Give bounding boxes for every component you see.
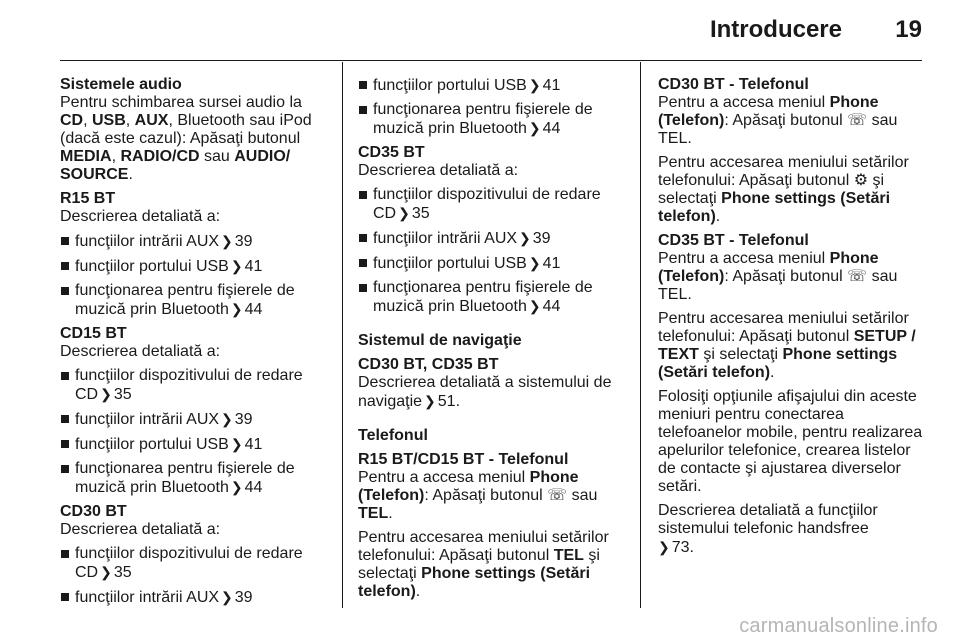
column-1	[60, 76, 322, 612]
phone-button-icon: ☏	[847, 112, 868, 129]
page-reference-link[interactable]: 44	[542, 298, 561, 315]
list-item: funcţiilor portului USB ❯ 41	[358, 76, 622, 95]
paragraph: Descrierea detaliată a:	[60, 521, 221, 538]
list-item: funcţiilor portului USB ❯ 41	[358, 254, 622, 273]
section-cd35bt	[358, 144, 622, 316]
page-header	[60, 0, 922, 61]
page-reference-link[interactable]: 35	[113, 386, 132, 403]
section-telephone	[358, 427, 622, 601]
page-reference-link[interactable]: 35	[113, 564, 132, 581]
page-reference-link[interactable]: 35	[411, 205, 430, 222]
page-reference-arrow-icon[interactable]: ❯	[424, 393, 436, 409]
list-item: funcţiilor portului USB ❯ 41	[60, 435, 322, 454]
page-reference-link[interactable]: 41	[244, 258, 263, 275]
bullet-list	[60, 367, 322, 497]
section-navigation	[358, 332, 622, 411]
page-title: Introducere	[709, 16, 842, 43]
list-item: funcţionarea pentru fişierele de muzică prin Bluetooth ❯ 44	[60, 282, 322, 319]
paragraph: Descrierea detaliată a:	[60, 343, 221, 360]
section-audio-systems	[60, 76, 322, 184]
page-reference-arrow-icon[interactable]: ❯	[230, 258, 243, 274]
list-item: funcţionarea pentru fişierele de muzică prin Bluetooth ❯ 44	[358, 279, 622, 316]
page-reference-link[interactable]: 39	[532, 230, 551, 247]
list-item: funcţiilor intrării AUX ❯ 39	[60, 410, 322, 429]
list-item: funcţiilor intrării AUX ❯ 39	[60, 232, 322, 251]
page-reference-link[interactable]: 41	[542, 77, 561, 94]
section-heading: CD30 BT - Telefonul	[658, 76, 809, 93]
page-reference-link[interactable]: 73	[671, 539, 690, 556]
list-item: funcţiilor portului USB ❯ 41	[60, 257, 322, 276]
paragraph: Pentru schimbarea sursei audio la CD, USB, AUX, Bluetooth sau iPod (dacă este cazul): Apăsaţi butonul MEDIA, RADIO/CD sau AUDIO/ SOURCE.	[60, 94, 312, 183]
bullet-list	[60, 232, 322, 319]
page-reference-arrow-icon[interactable]: ❯	[398, 205, 410, 221]
section-heading: Sistemele audio	[60, 76, 182, 93]
page-reference-arrow-icon[interactable]: ❯	[528, 298, 541, 314]
paragraph: Descrierea detaliată a sistemului de navigaţie ❯ 51.	[358, 374, 612, 410]
column-divider	[342, 62, 343, 608]
section-cd30bt-telefonul	[658, 76, 926, 226]
section-heading: CD15 BT	[60, 325, 127, 342]
page-reference-arrow-icon[interactable]: ❯	[658, 539, 670, 555]
paragraph: Descrierea detaliată a:	[358, 162, 519, 179]
page-reference-arrow-icon[interactable]: ❯	[230, 436, 243, 452]
list-item: funcţiilor dispozitivului de redare CD ❯ 35	[358, 186, 622, 223]
page-reference-arrow-icon[interactable]: ❯	[230, 479, 243, 495]
page-reference-arrow-icon[interactable]: ❯	[221, 411, 233, 427]
page-number: 19	[895, 16, 922, 43]
page-reference-arrow-icon[interactable]: ❯	[519, 230, 531, 246]
section-heading: CD30 BT	[60, 503, 127, 520]
paragraph: Descrierea detaliată a:	[60, 208, 221, 225]
phone-button-icon: ☏	[547, 487, 568, 504]
paragraph: Pentru a accesa meniul Phone (Telefon): Apăsaţi butonul ☏ sau TEL.	[658, 250, 898, 303]
paragraph: Pentru accesarea meniului setărilor telefonului: Apăsaţi butonul TEL şi selectaţi Phone settings (Setări telefon).	[358, 529, 609, 600]
page-reference-arrow-icon[interactable]: ❯	[230, 301, 243, 317]
column-3	[658, 76, 926, 612]
list-item: funcţiilor intrării AUX ❯ 39	[358, 229, 622, 248]
list-item: funcţionarea pentru fişierele de muzică prin Bluetooth ❯ 44	[358, 101, 622, 138]
page-reference-link[interactable]: 39	[234, 589, 253, 606]
paragraph: Descrierea detaliată a funcţiilor sistemului telefonic handsfree ❯ 73.	[658, 502, 878, 556]
section-r15bt	[60, 190, 322, 319]
page-reference-link[interactable]: 44	[244, 479, 263, 496]
subsection-heading: CD30 BT, CD35 BT	[358, 356, 499, 373]
paragraph: Pentru a accesa meniul Phone (Telefon): Apăsaţi butonul ☏ sau TEL.	[358, 469, 598, 522]
section-heading: Telefonul	[358, 427, 428, 444]
bullet-list	[358, 186, 622, 316]
page-reference-link[interactable]: 51	[437, 393, 456, 410]
list-item: funcţiilor dispozitivului de redare CD ❯ 35	[60, 367, 322, 404]
section-cd15bt	[60, 325, 322, 497]
paragraph: Pentru accesarea meniului setărilor telefonului: Apăsaţi butonul ⚙ şi selectaţi Phone settings (Setări telefon).	[658, 154, 909, 225]
section-cd35bt-telefonul	[658, 232, 926, 557]
page-reference-link[interactable]: 41	[542, 255, 561, 272]
page-reference-link[interactable]: 39	[234, 411, 253, 428]
page-reference-arrow-icon[interactable]: ❯	[528, 77, 541, 93]
column-2	[358, 76, 622, 612]
settings-button-icon: ⚙	[853, 172, 869, 189]
column-divider	[640, 62, 641, 608]
watermark: carmanualsonline.info	[739, 615, 938, 637]
page-reference-arrow-icon[interactable]: ❯	[100, 386, 112, 402]
phone-button-icon: ☏	[847, 268, 868, 285]
page-reference-arrow-icon[interactable]: ❯	[528, 255, 541, 271]
section-cd30bt	[60, 503, 322, 607]
list-item: funcţiilor dispozitivului de redare CD ❯ 35	[60, 545, 322, 582]
page-reference-arrow-icon[interactable]: ❯	[221, 589, 233, 605]
page-reference-arrow-icon[interactable]: ❯	[528, 120, 541, 136]
page-reference-arrow-icon[interactable]: ❯	[100, 564, 112, 580]
list-item: funcţionarea pentru fişierele de muzică prin Bluetooth ❯ 44	[60, 460, 322, 497]
section-heading: CD35 BT - Telefonul	[658, 232, 809, 249]
section-heading: Sistemul de navigaţie	[358, 332, 522, 349]
section-heading: CD35 BT	[358, 144, 425, 161]
page-reference-link[interactable]: 44	[244, 301, 263, 318]
page-reference-arrow-icon[interactable]: ❯	[221, 233, 233, 249]
bullet-list	[358, 76, 622, 138]
paragraph: Pentru accesarea meniului setărilor telefonului: Apăsaţi butonul SETUP / TEXT şi selectaţi Phone settings (Setări telefon).	[658, 310, 916, 381]
page-reference-link[interactable]: 41	[244, 436, 263, 453]
page-reference-link[interactable]: 39	[234, 233, 253, 250]
list-item: funcţiilor intrării AUX ❯ 39	[60, 588, 322, 607]
section-heading: R15 BT	[60, 190, 116, 207]
page-reference-link[interactable]: 44	[542, 120, 561, 137]
paragraph: Pentru a accesa meniul Phone (Telefon): Apăsaţi butonul ☏ sau TEL.	[658, 94, 898, 147]
bullet-list	[60, 545, 322, 607]
subsection-heading: R15 BT/CD15 BT - Telefonul	[358, 451, 569, 468]
paragraph: Folosiţi opţiunile afişajului din aceste meniuri pentru conectarea telefoanelor mobile, pentru realizarea apelurilor telefonice, crearea listelor de contacte şi ajustarea diverselor setări.	[658, 388, 923, 495]
